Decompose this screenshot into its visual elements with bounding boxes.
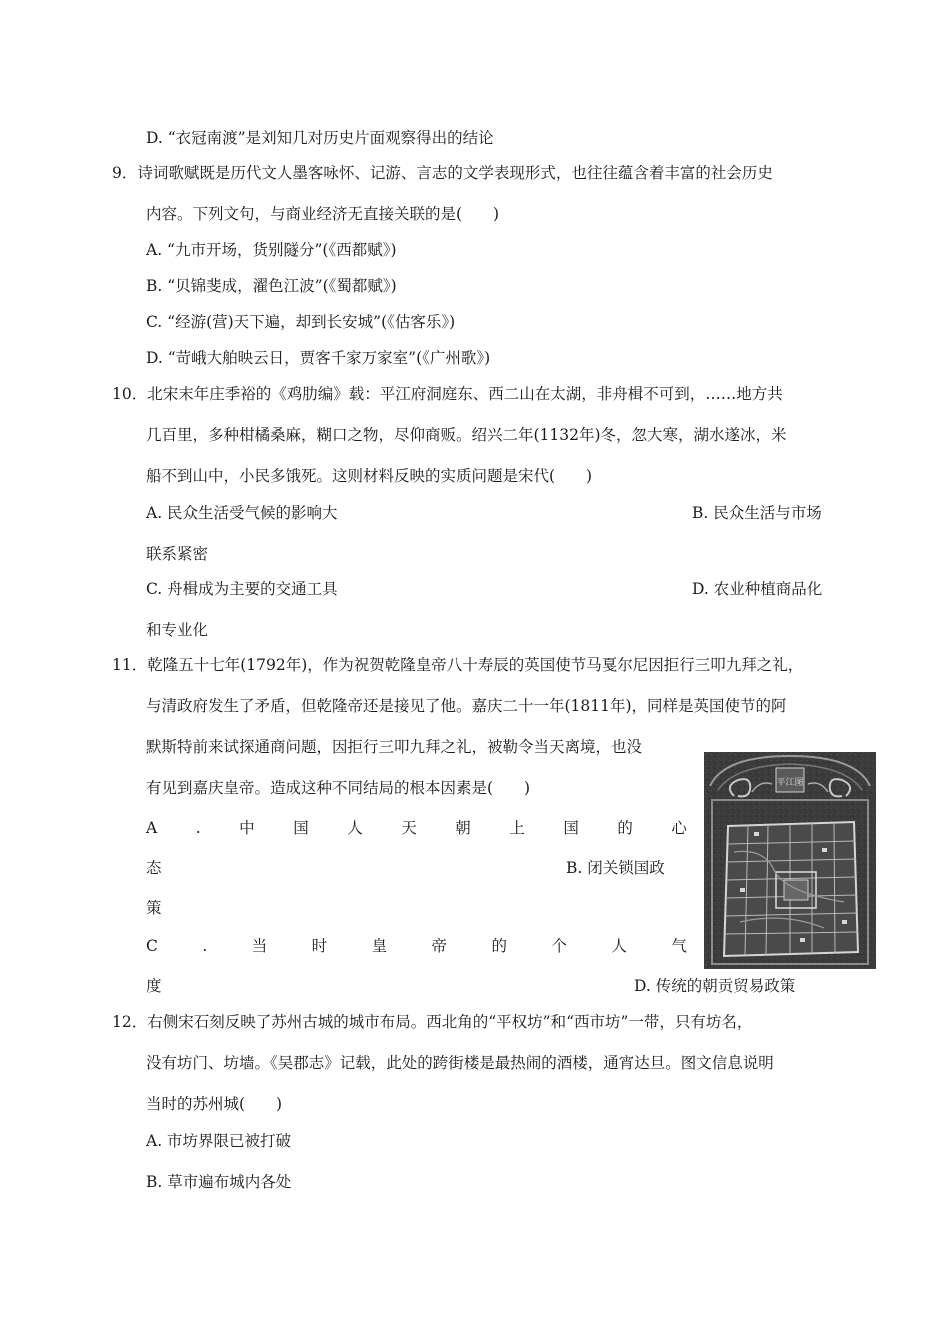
- q11-option-a-char: 的: [617, 819, 633, 837]
- q11-option-c-char: 气: [671, 937, 687, 955]
- q11-option-a-char: 国: [563, 819, 579, 837]
- q11-option-b: B. 闭关锁国政: [566, 859, 665, 877]
- q12-stem-line1: 12．右侧宋石刻反映了苏州古城的城市布局。西北角的“平权坊”和“西市坊”一带，只有坊名，: [112, 1013, 753, 1031]
- q11-option-a-char: 上: [509, 819, 525, 837]
- q11-option-c-char: 当: [251, 937, 268, 955]
- q11-option-a-char: 心: [671, 819, 687, 837]
- q9-option-a: A. “九市开场，货别隧分”(《西都赋》): [146, 241, 397, 259]
- q10-stem-line2: 几百里，多种柑橘桑麻，糊口之物，尽仰商贩。绍兴二年(1132年)冬，忽大寒，湖水遂冰，米: [146, 426, 787, 444]
- q10-stem-line1: 10．北宋末年庄季裕的《鸡肋编》载：平江府洞庭东、西二山在太湖，非舟楫不可到，……地方共: [112, 385, 783, 403]
- q9-option-c: C. “经游(营)天下遍，却到长安城”(《估客乐》): [146, 313, 456, 331]
- q10-stem-line3: 船不到山中，小民多饿死。这则材料反映的实质问题是宋代( ): [146, 467, 593, 485]
- q11-option-a-char: 天: [401, 819, 417, 837]
- q11-option-d: D. 传统的朝贡贸易政策: [634, 977, 796, 995]
- q11-option-c-char: .: [202, 937, 208, 955]
- q9-stem-line2: 内容。下列文句，与商业经济无直接关联的是( ): [146, 205, 500, 223]
- q11-option-a-char: 国: [293, 819, 309, 837]
- q9-stem-line1: 9．诗词歌赋既是历代文人墨客咏怀、记游、言志的文学表现形式，也往往蕴含着丰富的社会历史: [112, 164, 773, 182]
- q11-stem-line3: 默斯特前来试探通商问题，因拒行三叩九拜之礼，被勒令当天离境，也没: [146, 738, 643, 756]
- q11-option-c-char: 时: [311, 937, 328, 955]
- q12-stem-line2: 没有坊门、坊墙。《吴郡志》记载，此处的跨街楼是最热闹的酒楼，通宵达旦。图文信息说明: [146, 1054, 774, 1072]
- q11-option-a-char: A: [146, 819, 158, 837]
- q11-option-c-char: 个: [551, 937, 567, 955]
- q12-option-b: B. 草市遍布城内各处: [146, 1173, 292, 1191]
- q11-option-b-cont: 策: [146, 899, 162, 917]
- q11-stem-line4: 有见到嘉庆皇帝。造成这种不同结局的根本因素是( ): [146, 779, 531, 797]
- q10-option-d-cont: 和专业化: [146, 621, 209, 639]
- q11-stem-line2: 与清政府发生了矛盾，但乾隆帝还是接见了他。嘉庆二十一年(1811年)，同样是英国使节的阿: [146, 697, 787, 715]
- q11-option-a-char: 中: [239, 819, 255, 837]
- q11-option-a-char: .: [195, 819, 201, 837]
- q11-option-c-char: 的: [491, 937, 508, 955]
- q11-option-a-char: 朝: [455, 819, 471, 837]
- suzhou-city-map-icon: [704, 752, 876, 969]
- song-stone-carving-map-image: [704, 752, 876, 969]
- q9-option-d: D. “苛峨大舶映云日，贾客千家万家室”(《广州歌》): [146, 349, 491, 367]
- q10-option-d: D. 农业种植商品化: [692, 580, 823, 598]
- q12-option-a: A. 市坊界限已被打破: [146, 1132, 292, 1150]
- q11-option-c: [146, 936, 687, 956]
- q11-option-a: [146, 818, 687, 838]
- q10-option-b: B. 民众生活与市场: [692, 504, 822, 522]
- q11-option-c-char: C: [146, 937, 158, 955]
- q11-option-c-cont: 度: [146, 977, 162, 995]
- q11-option-c-char: 皇: [371, 937, 388, 955]
- q10-option-a: A. 民众生活受气候的影响大: [146, 504, 338, 522]
- q11-stem-line1: 11．乾隆五十七年(1792年)，作为祝贺乾隆皇帝八十寿辰的英国使节马戛尔尼因拒行三叩九拜之礼，: [112, 656, 804, 674]
- q9-option-b: B. “贝锦斐成，濯色江波”(《蜀都赋》): [146, 277, 397, 295]
- map-title-label: 平江图: [776, 778, 804, 788]
- q11-option-c-char: 帝: [431, 937, 448, 955]
- q8-option-d: D. “衣冠南渡”是刘知几对历史片面观察得出的结论: [146, 129, 494, 147]
- q10-option-c: C. 舟楫成为主要的交通工具: [146, 580, 338, 598]
- q12-stem-line3: 当时的苏州城( ): [146, 1095, 283, 1113]
- q11-option-a-char: 人: [347, 819, 363, 837]
- q11-option-c-char: 人: [611, 937, 627, 955]
- q11-option-a-cont: 态: [146, 859, 162, 877]
- q10-option-b-cont: 联系紧密: [146, 545, 209, 563]
